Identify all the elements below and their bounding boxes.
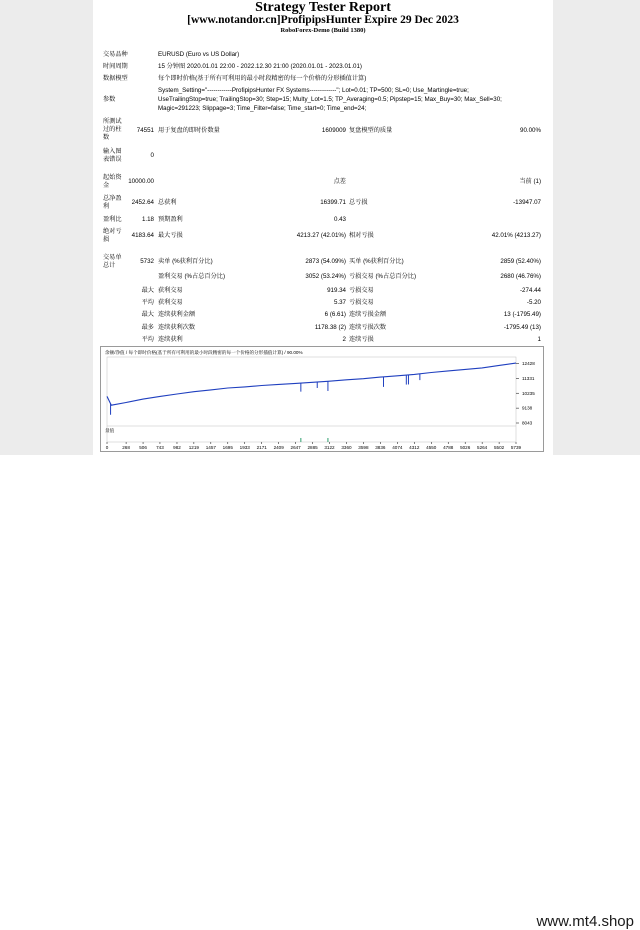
short-positions-value: 2873 (54.09%) [305,258,346,265]
profit-factor-label: 盈利比 [103,216,122,223]
y-tick-label: 12428 [522,361,535,367]
bars-label-2: 过的柱 [103,126,122,133]
x-tick-label: 506 [139,445,147,450]
errors-label-1: 输入图 [103,148,122,155]
x-tick-label: 3360 [341,445,352,450]
x-tick-label: 2409 [273,445,284,450]
max-cons-wins-value: 6 (6.61) [324,311,346,318]
x-tick-label: 4074 [392,445,403,450]
balance-chart-svg [101,347,543,451]
max-drawdown-value: 4213.27 (42.01%) [296,232,346,239]
avg-cons-wins-value: 2 [342,336,346,343]
average-loss-value: -5.20 [526,299,541,306]
profit-trades-label: 盈利交易 (%占总百分比) [158,273,226,280]
chart-legend: 余额/净值 / 每个即时价格(基于所有可利用的最小时段精密的每一个价格的分形插值计算) / 90.00% [105,350,303,355]
expected-payoff-value: 0.43 [333,216,346,223]
avg-cons-losses-label: 连续亏损 [349,336,374,343]
max-cons-losses-label: 连续亏损金额 [349,311,387,318]
x-tick-label: 5264 [477,445,488,450]
avg-cons-wins-label: 连续获利 [158,336,183,343]
x-tick-label: 5502 [493,445,505,450]
x-tick-label: 4788 [443,445,454,450]
gross-loss-label: 总亏损 [349,199,368,206]
x-tick-label: 268 [122,445,130,450]
avg-cons-losses-value: 1 [537,336,541,343]
rel-drawdown-label: 相对亏损 [349,232,374,239]
y-tick-label: 8043 [522,420,533,426]
model-label: 数据模型 [103,75,128,82]
symbol-value: EURUSD (Euro vs US Dollar) [158,51,240,58]
spread-label: 点差 [333,178,346,185]
balance-chart [100,346,544,452]
x-tick-label: 3598 [358,445,369,450]
x-tick-label: 2647 [290,445,301,450]
x-tick-label: 982 [173,445,181,450]
gross-loss-value: -13947.07 [513,199,541,206]
average-profit-value: 5.37 [333,299,346,306]
deposit-label-1: 起始资 [103,174,122,181]
max-cons-losses-value: 13 (-1795.49) [503,311,541,318]
errors-value: 0 [150,152,154,159]
loss-trades-label: 亏损交易 (%占总百分比) [349,273,417,280]
params-line-3: Magic=291223; Slippage=3; Time_Filter=false; Time_start=0; Time_end=24; [158,105,367,112]
total-trades-value: 5732 [140,258,154,265]
bars-label-3: 数 [103,134,110,141]
deposit-label-2: 金 [103,182,110,189]
errors-label-2: 表错误 [103,156,122,163]
report-title: Strategy Tester Report [255,0,391,15]
x-tick-label: 1219 [188,445,199,450]
maximal-cons-profit-label: 连续获利次数 [158,324,196,331]
y-tick-label: 9138 [522,405,533,411]
maximal-cons-profit-value: 1178.38 (2) [314,324,346,331]
average-profit-label: 获利交易 [158,299,183,306]
y-tick-label: 11331 [522,375,535,381]
x-tick-label: 3122 [324,445,335,450]
short-positions-label: 卖单 (%获利百分比) [158,258,213,265]
x-tick-label: 2885 [307,445,318,450]
report-subtitle: [www.notandor.cn]ProfipipsHunter Expire 29 Dec 2023 [187,14,459,26]
long-positions-value: 2859 (52.40%) [500,258,541,265]
x-tick-label: 1457 [205,445,216,450]
y-tick-label: 10235 [522,390,535,396]
maximal-cons-loss-label: 连续亏损次数 [349,324,387,331]
x-tick-label: 5026 [460,445,471,450]
x-tick-label: 4312 [409,445,420,450]
rel-drawdown-value: 42.01% (4213.27) [491,232,541,239]
maximal-cons-loss-value: -1795.49 (13) [503,324,541,331]
x-tick-label: 5739 [510,445,522,450]
gross-profit-label: 总获利 [158,199,177,206]
abs-drawdown-label-2: 损 [103,236,110,243]
bars-value: 74551 [136,127,154,134]
quality-label: 复盘模型的质量 [349,127,393,134]
largest-loss-value: -274.44 [520,287,541,294]
max-cons-wins-label: 连续获利金额 [158,311,196,318]
max-consecutive-label: 最大 [141,311,154,318]
model-value: 每个即时价格(基于所有可利用的最小时段精密的每一个价格的分形插值计算) [158,75,367,82]
x-tick-label: 743 [156,445,164,450]
max-drawdown-label: 最大亏损 [158,232,183,239]
broker-name: RoboForex-Demo (Build 1380) [280,27,366,34]
largest-profit-value: 919.34 [327,287,346,294]
period-label: 时间周期 [103,63,128,70]
watermark: www.mt4.shop [536,913,634,930]
total-net-label-2: 利 [103,203,110,210]
total-trades-label-2: 总计 [103,262,116,269]
largest-loss-label: 亏损交易 [349,287,374,294]
bars-label-1: 所测试 [103,118,122,125]
x-tick-label: 4550 [426,445,437,450]
abs-drawdown-value: 4183.64 [131,232,154,239]
x-tick-label: 3836 [375,445,386,450]
spread-value: 当前 (1) [519,178,541,185]
chart-volume-label: 量值 [105,428,115,433]
long-positions-label: 买单 (%获利百分比) [349,258,404,265]
footer-strip [0,455,640,930]
period-value: 15 分钟图 2020.01.01 22:00 - 2022.12.30 21:00 (2020.01.01 - 2023.01.01) [158,63,362,70]
loss-trades-value: 2680 (46.76%) [500,273,541,280]
largest-label: 最大 [141,287,154,294]
ticks-value: 1609009 [321,127,346,134]
total-net-value: 2452.64 [131,199,154,206]
symbol-label: 交易品种 [103,51,128,58]
x-tick-label: 0 [105,445,109,450]
x-tick-label: 2171 [256,445,267,450]
deposit-value: 10000.00 [128,178,154,185]
gross-profit-value: 16399.71 [320,199,346,206]
average-consecutive-label: 平均 [141,336,154,343]
total-net-label-1: 总净盈 [103,195,122,202]
abs-drawdown-label-1: 绝对亏 [103,228,122,235]
total-trades-label-1: 交易单 [103,254,122,261]
average-loss-label: 亏损交易 [349,299,374,306]
ticks-label: 用于复盘的即时价数量 [158,127,220,134]
profit-factor-value: 1.18 [141,216,154,223]
params-label: 参数 [103,96,116,103]
quality-value: 90.00% [520,127,541,134]
x-tick-label: 1933 [239,445,250,450]
average-label: 平均 [141,299,154,306]
x-tick-label: 1695 [222,445,233,450]
profit-trades-value: 3052 (53.24%) [305,273,346,280]
maximal-consecutive-label: 最多 [141,324,154,331]
params-line-2: UseTrailingStop=true; TrailingStop=30; Step=15; Multy_Lot=1.5; TP_Averaging=0.5; Pipstep=15; Max_Buy=30; Max_Sell=30; [158,96,502,103]
expected-payoff-label: 预期盈利 [158,216,183,223]
largest-profit-label: 获利交易 [158,287,183,294]
params-line-1: System_Setting="------------ProfipipsHunter FX Systems-------------"; Lot=0.01; TP=500; SL=0; Use_Martingle=true; [158,87,469,94]
